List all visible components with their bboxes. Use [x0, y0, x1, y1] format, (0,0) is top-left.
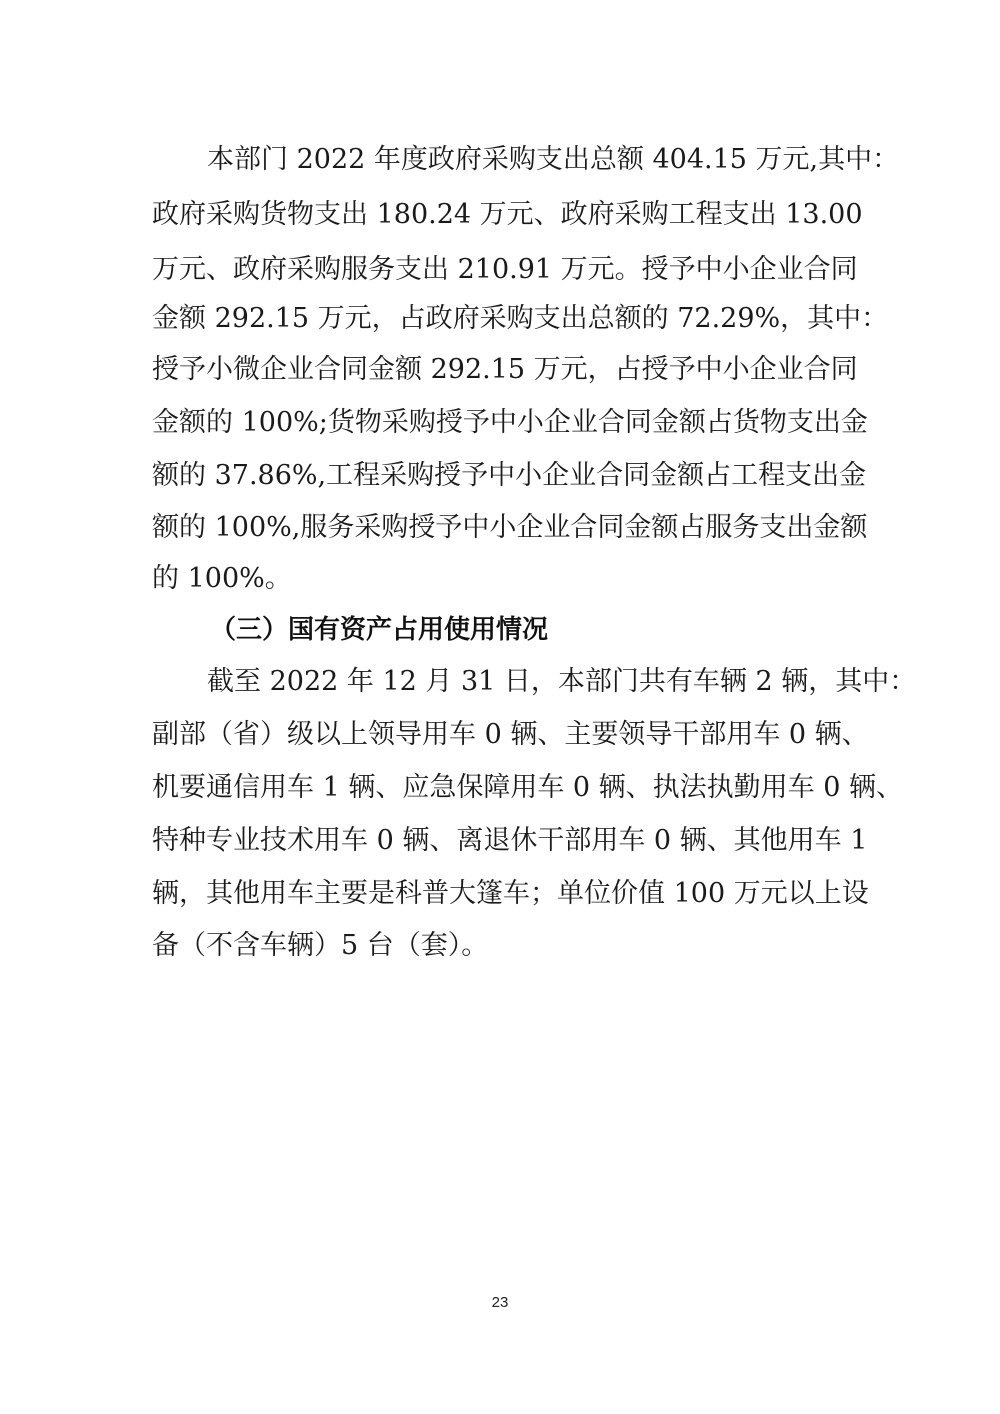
procurement-line-5: 授予小微企业合同金额 292.15 万元，占授予中小企业合同 [152, 354, 858, 385]
procurement-line-8: 额的 100%,服务采购授予中小企业合同金额占服务支出金额 [152, 512, 868, 543]
procurement-line-1: 本部门 2022 年度政府采购支出总额 404.15 万元,其中： [207, 144, 900, 175]
procurement-line-7: 额的 37.86%,工程采购授予中小企业合同金额占工程支出金 [152, 460, 867, 491]
procurement-line-9: 的 100%。 [152, 563, 292, 594]
assets-line-1: 截至 2022 年 12 月 31 日，本部门共有车辆 2 辆，其中： [207, 666, 917, 697]
procurement-line-4: 金额 292.15 万元，占政府采购支出总额的 72.29%，其中： [152, 303, 889, 334]
procurement-line-3: 万元、政府采购服务支出 210.91 万元。授予中小企业合同 [152, 254, 858, 285]
procurement-line-2: 政府采购货物支出 180.24 万元、政府采购工程支出 13.00 [152, 199, 863, 230]
assets-line-2: 副部（省）级以上领导用车 0 辆、主要领导干部用车 0 辆、 [152, 719, 869, 750]
section-heading-assets: （三）国有资产占用使用情况 [210, 615, 549, 645]
assets-line-5: 辆，其他用车主要是科普大篷车；单位价值 100 万元以上设 [152, 878, 869, 909]
page-number: 23 [491, 1294, 509, 1311]
assets-line-4: 特种专业技术用车 0 辆、离退休干部用车 0 辆、其他用车 1 [152, 825, 868, 856]
procurement-line-6: 金额的 100%;货物采购授予中小企业合同金额占货物支出金 [152, 407, 868, 438]
assets-line-6: 备（不含车辆）5 台（套）。 [152, 930, 489, 961]
assets-line-3: 机要通信用车 1 辆、应急保障用车 0 辆、执法执勤用车 0 辆、 [152, 772, 904, 803]
